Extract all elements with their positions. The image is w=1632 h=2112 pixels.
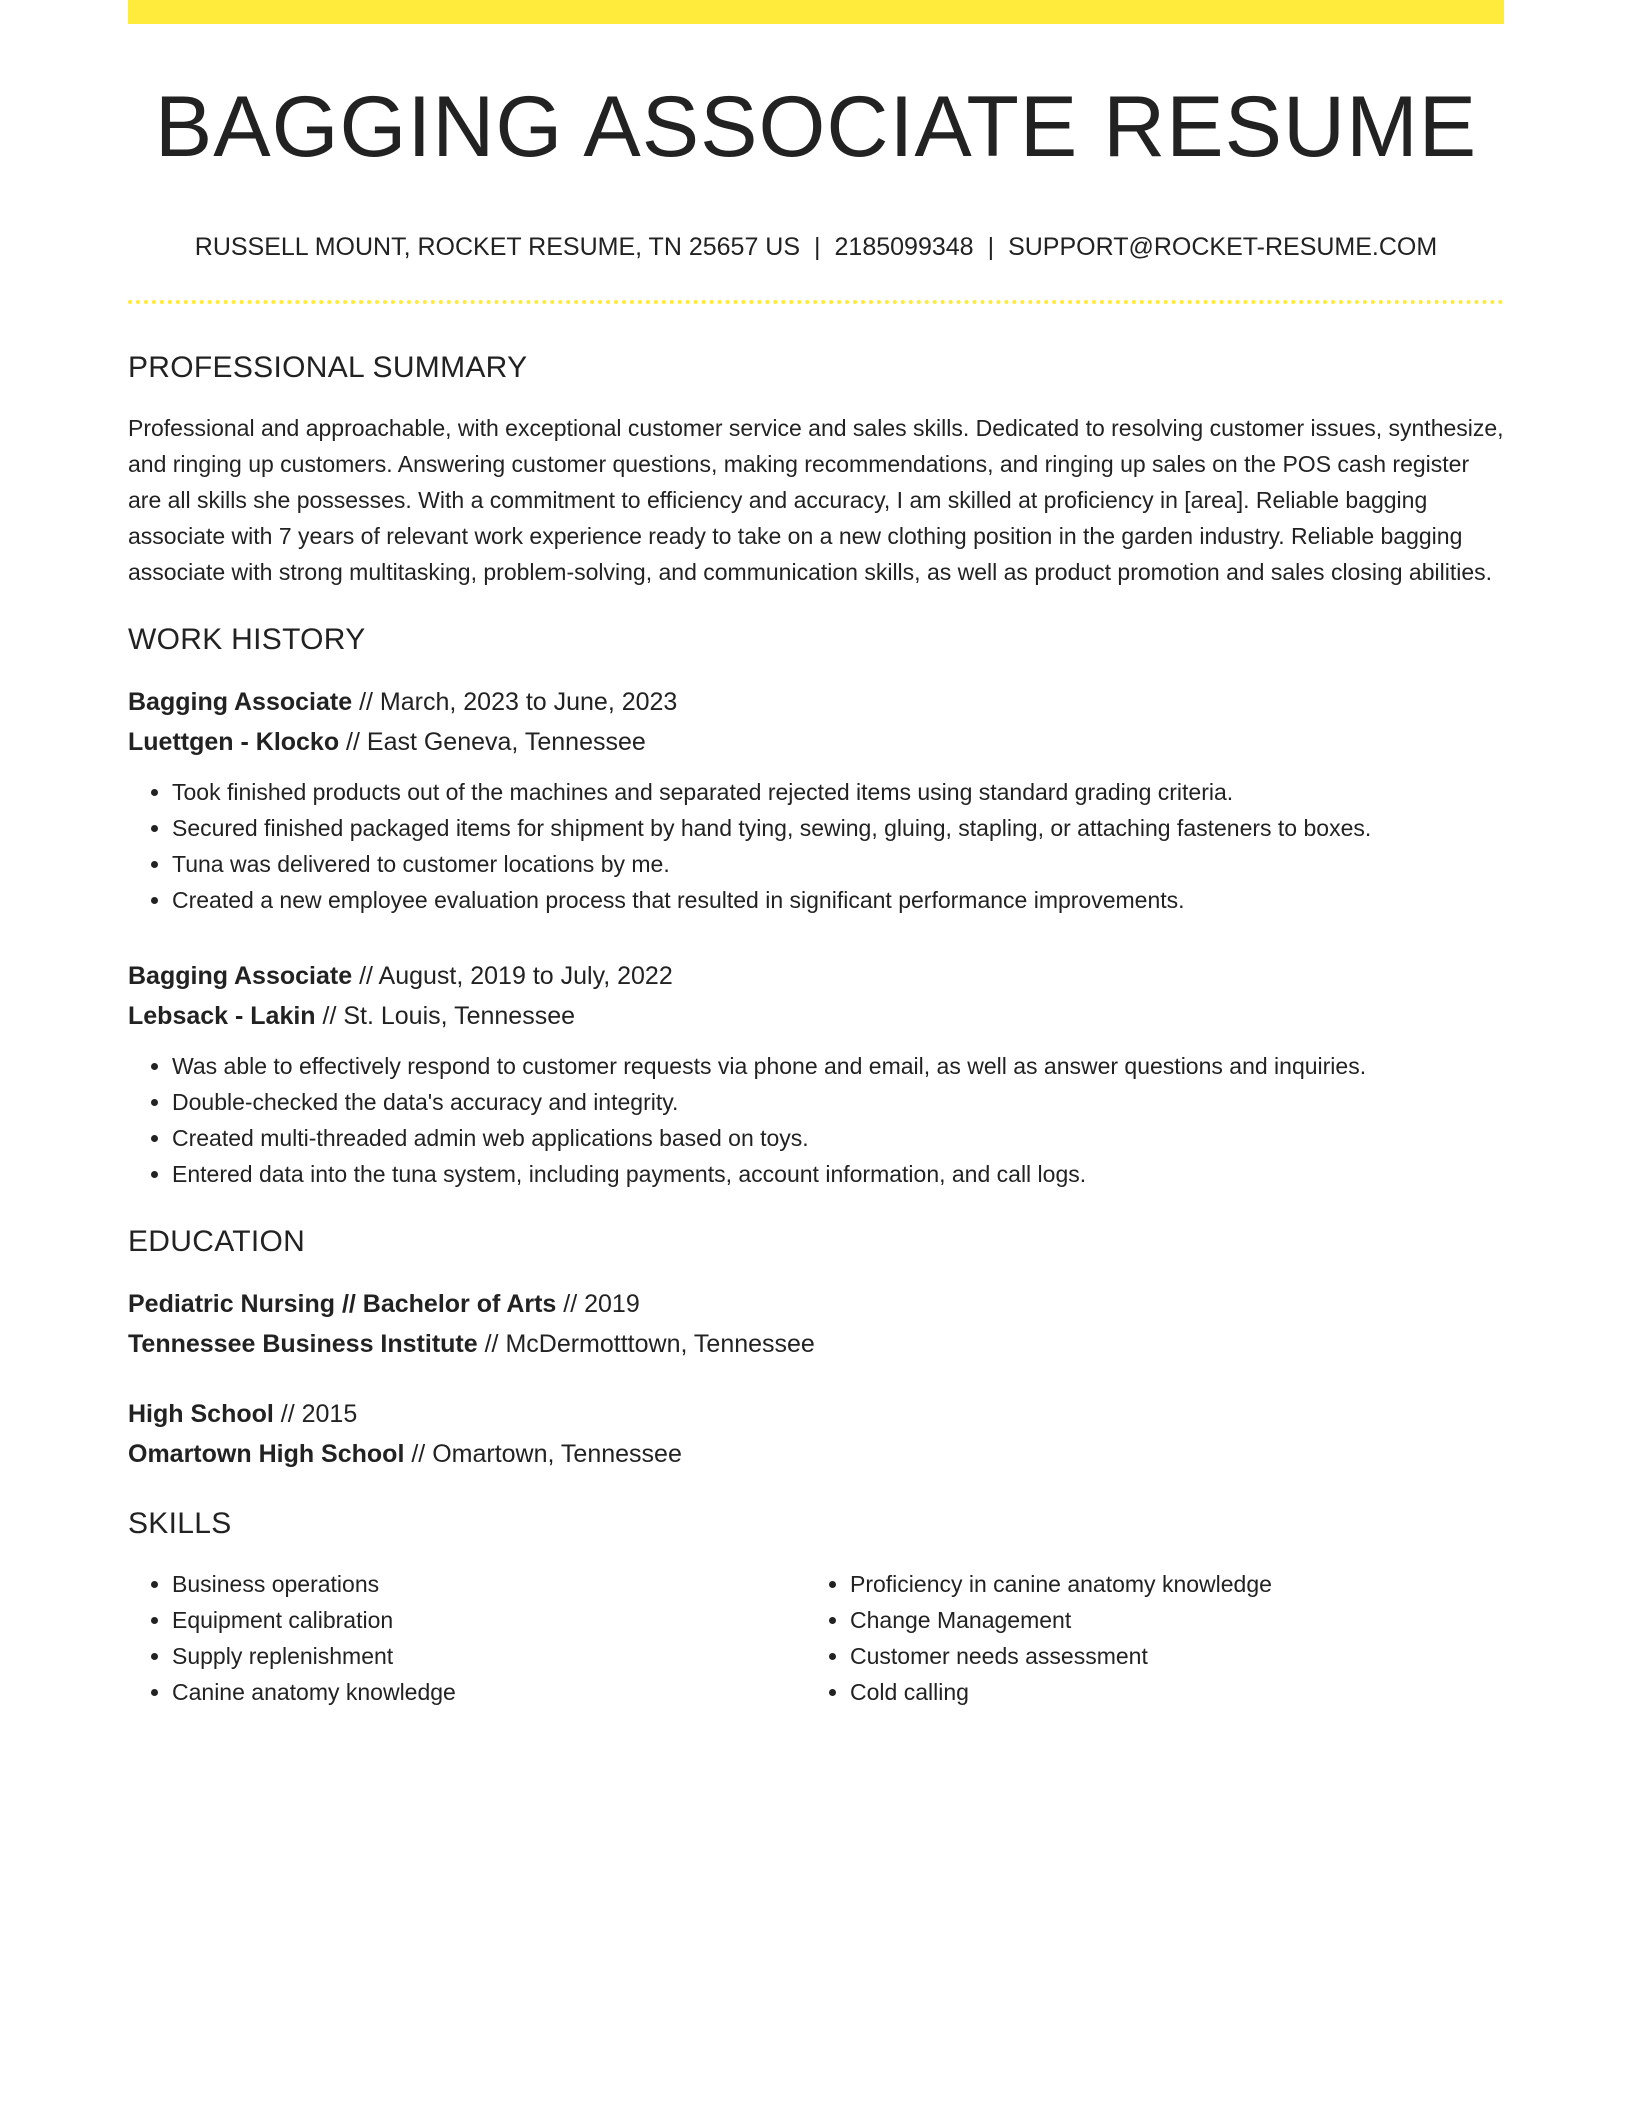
contact-phone: 2185099348	[834, 233, 974, 261]
resume-title: BAGGING ASSOCIATE RESUME	[154, 79, 1478, 175]
skills-list-right	[806, 1566, 1504, 1710]
top-accent-bar	[128, 0, 1504, 24]
job-title-line	[128, 682, 1504, 722]
job-bullets	[128, 1048, 1504, 1192]
job-bullet: • Was able to effectively respond to customer requests via phone and email, as well as answer questions and inquiries.	[172, 1048, 1504, 1084]
education-entry	[128, 1284, 1504, 1364]
job-title: Bagging Associate	[128, 688, 353, 716]
job-title-line	[128, 956, 1504, 996]
job-company: Luettgen - Klocko	[128, 728, 340, 756]
job-entry	[128, 682, 1504, 918]
job-company: Lebsack - Lakin	[128, 1002, 316, 1030]
job-dates: // August, 2019 to July, 2022	[352, 962, 673, 990]
skills-list-left	[128, 1566, 806, 1710]
summary-heading: PROFESSIONAL SUMMARY	[128, 351, 528, 384]
job-company-line	[128, 722, 1504, 762]
skills-columns	[128, 1566, 1504, 1710]
education-degree: Pediatric Nursing // Bachelor of Arts	[128, 1290, 557, 1318]
education-entry	[128, 1394, 1504, 1474]
job-title: Bagging Associate	[128, 962, 353, 990]
job-bullets	[128, 774, 1504, 918]
skill-item: • Customer needs assessment	[850, 1638, 1504, 1674]
summary-text: Professional and approachable, with exceptional customer service and sales skills. Dedicated to resolving customer issues, synthesize, and ringing up customers. Answering customer questions, making recommendations, and ringing up sales on the POS cash register are all skills she possesses. With a commitment to efficiency and accuracy, I am skilled at proficiency in [area]. Reliable bagging associate with 7 years of relevant work experience ready to take on a new clothing position in the garden industry. Reliable bagging associate with strong multitasking, problem-solving, and communication skills, as well as product promotion and sales closing abilities.	[128, 415, 1504, 585]
work-history-heading: WORK HISTORY	[128, 623, 366, 656]
education-location: // McDermotttown, Tennessee	[477, 1330, 815, 1358]
job-entry	[128, 956, 1504, 1192]
skill-item: • Business operations	[172, 1566, 806, 1602]
contact-separator: |	[987, 233, 995, 261]
education-school: Omartown High School	[128, 1440, 405, 1468]
skills-heading: SKILLS	[128, 1507, 232, 1540]
job-bullet: • Created multi-threaded admin web applications based on toys.	[172, 1120, 1504, 1156]
job-location: // East Geneva, Tennessee	[339, 728, 646, 756]
skill-item: • Change Management	[850, 1602, 1504, 1638]
dotted-divider	[128, 300, 1504, 304]
job-bullet: • Created a new employee evaluation process that resulted in significant performance improvements.	[172, 882, 1504, 918]
education-school-line	[128, 1324, 1504, 1364]
skill-item: • Canine anatomy knowledge	[172, 1674, 806, 1710]
education-school: Tennessee Business Institute	[128, 1330, 478, 1358]
skill-item: • Cold calling	[850, 1674, 1504, 1710]
education-school-line	[128, 1434, 1504, 1474]
job-bullet: • Secured finished packaged items for shipment by hand tying, sewing, gluing, stapling, or attaching fasteners to boxes.	[172, 810, 1504, 846]
job-company-line	[128, 996, 1504, 1036]
skill-item: • Supply replenishment	[172, 1638, 806, 1674]
job-dates: // March, 2023 to June, 2023	[352, 688, 678, 716]
resume-page	[128, 0, 1504, 1710]
education-year: // 2015	[273, 1400, 358, 1428]
education-degree-line	[128, 1284, 1504, 1324]
job-location: // St. Louis, Tennessee	[315, 1002, 576, 1030]
job-bullet: • Double-checked the data's accuracy and integrity.	[172, 1084, 1504, 1120]
job-bullet: • Took finished products out of the machines and separated rejected items using standard grading criteria.	[172, 774, 1504, 810]
job-bullet: • Entered data into the tuna system, including payments, account information, and call logs.	[172, 1156, 1504, 1192]
contact-address: RUSSELL MOUNT, ROCKET RESUME, TN 25657 US	[194, 233, 801, 261]
contact-email: SUPPORT@ROCKET-RESUME.COM	[1008, 233, 1438, 261]
skill-item: • Proficiency in canine anatomy knowledge	[850, 1566, 1504, 1602]
education-degree-line	[128, 1394, 1504, 1434]
skill-item: • Equipment calibration	[172, 1602, 806, 1638]
education-year: // 2019	[556, 1290, 640, 1318]
job-bullet: • Tuna was delivered to customer locations by me.	[172, 846, 1504, 882]
contact-separator: |	[814, 233, 821, 261]
education-heading: EDUCATION	[128, 1225, 306, 1258]
contact-line	[128, 232, 1504, 262]
education-degree: High School	[128, 1400, 274, 1428]
education-location: // Omartown, Tennessee	[404, 1440, 682, 1468]
